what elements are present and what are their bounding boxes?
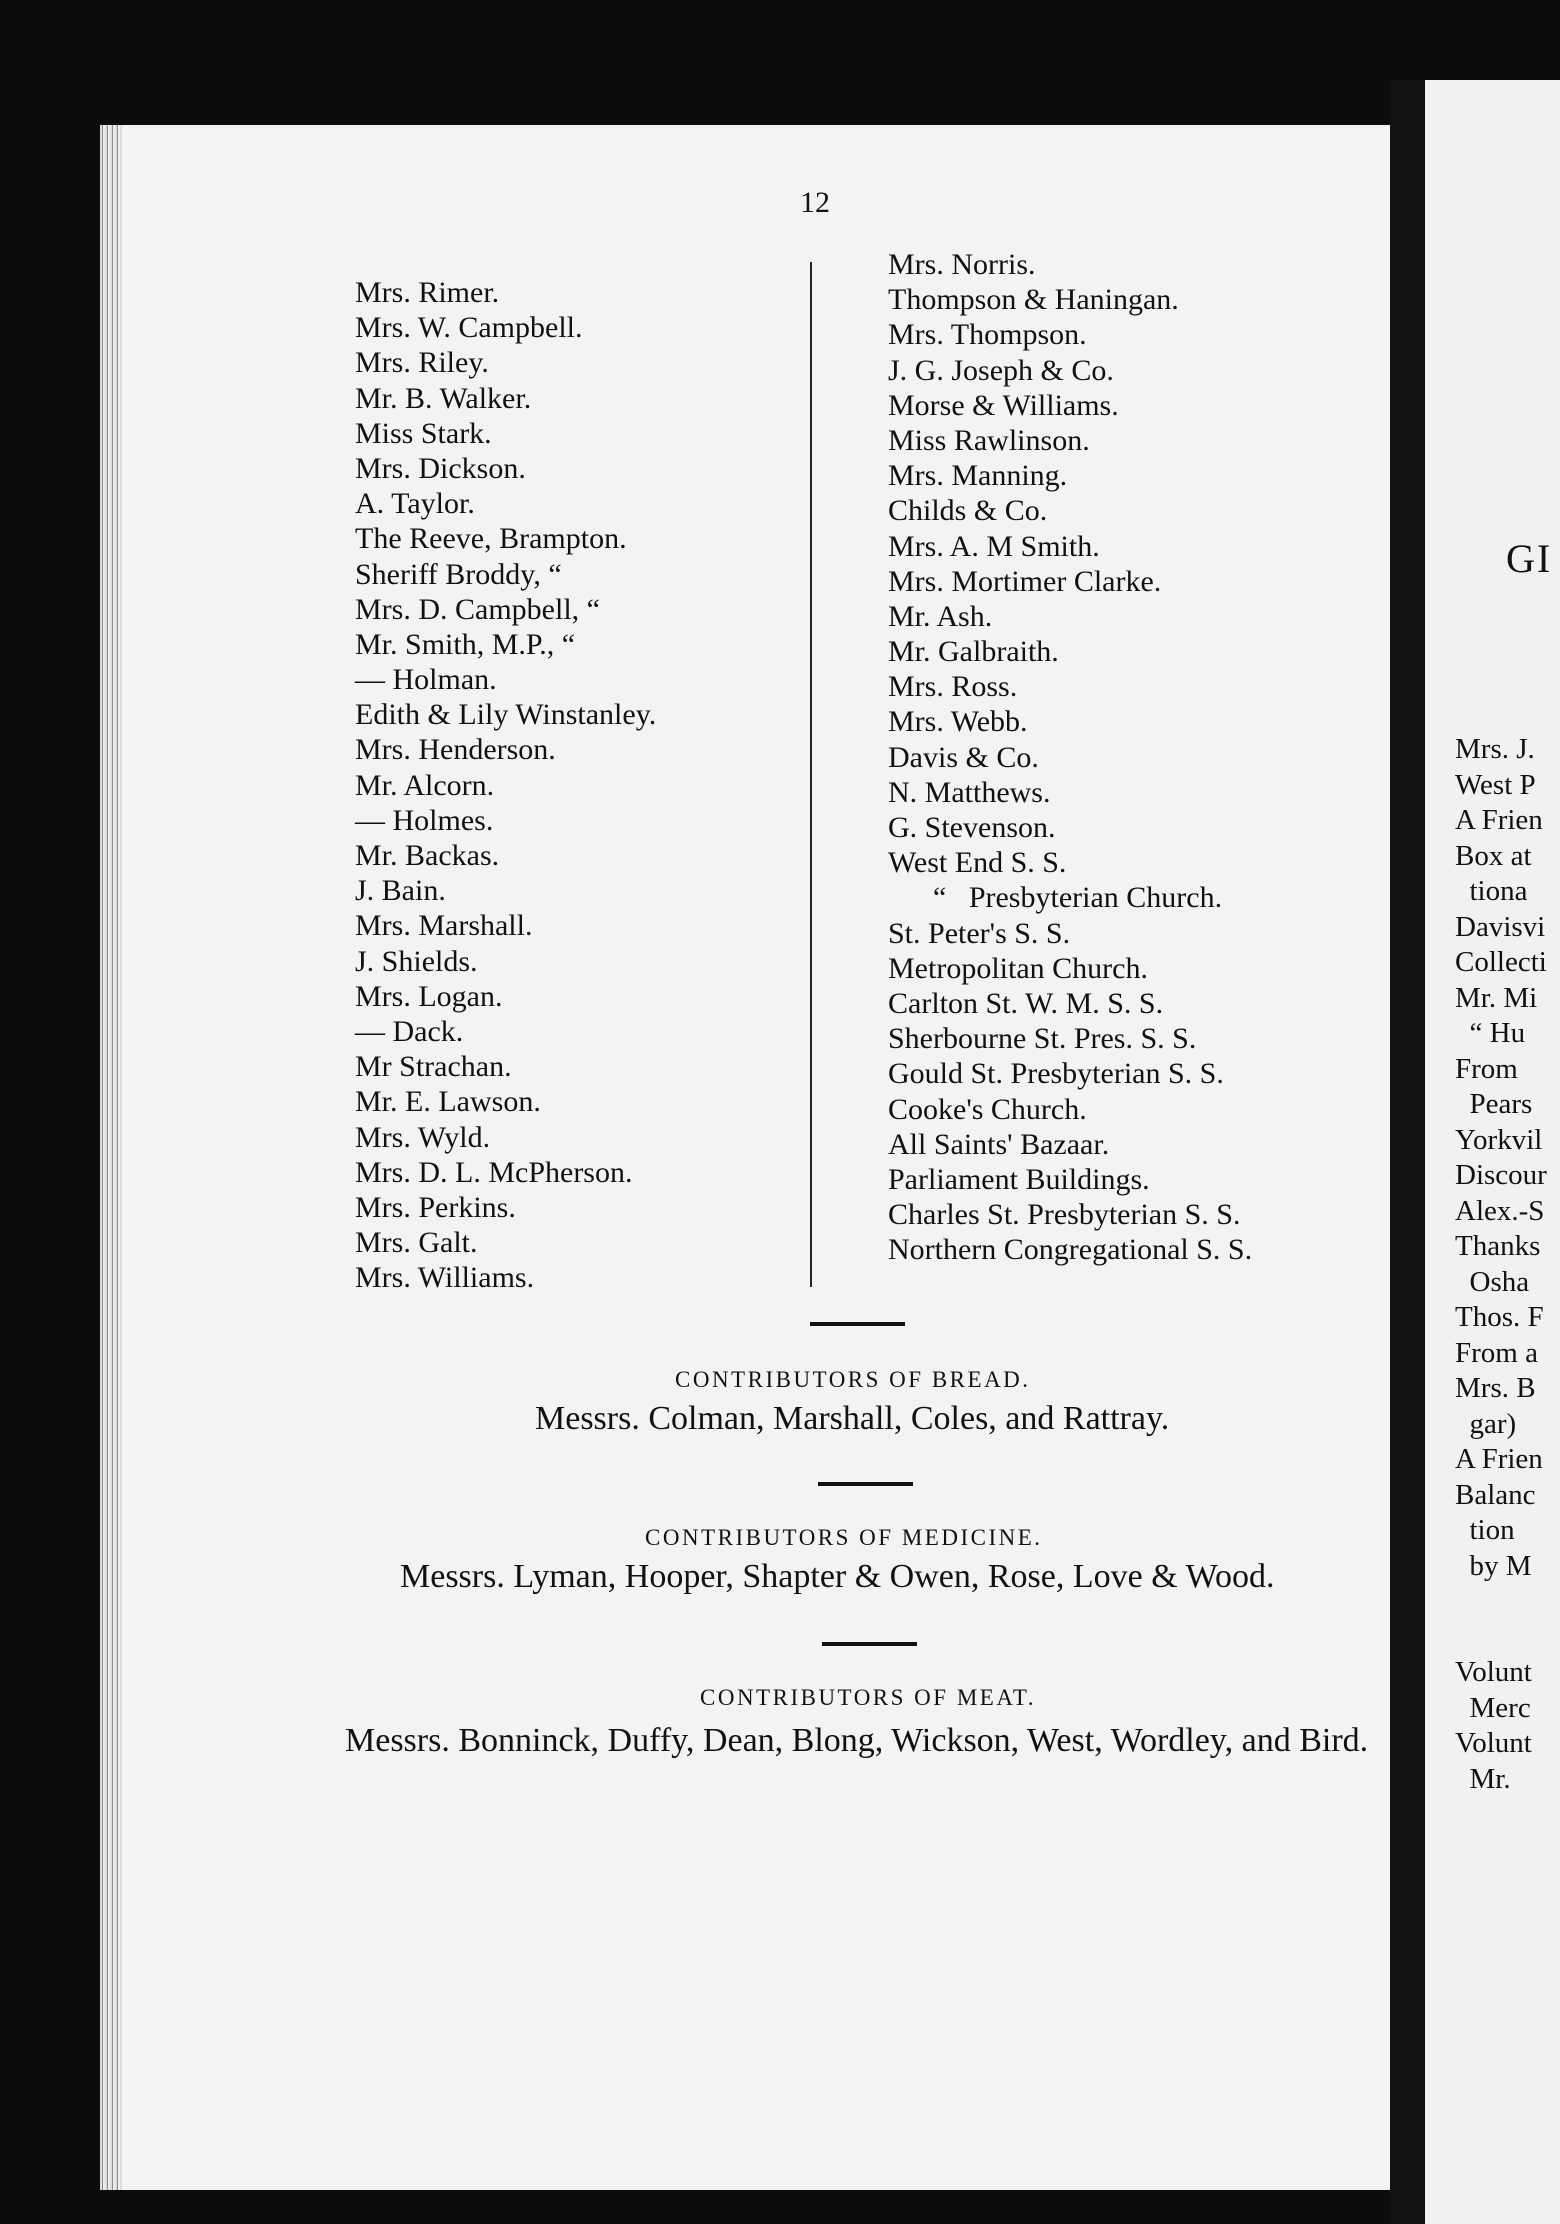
- contributor-entry: Mrs. Rimer.: [355, 276, 500, 309]
- facing-page-line: From: [1455, 1052, 1518, 1085]
- left-name-column: [355, 275, 656, 1295]
- contributor-entry: Mr. B. Walker.: [355, 381, 532, 415]
- contributor-entry: Mr. E. Lawson.: [355, 1085, 541, 1119]
- facing-page-line: Volunt: [1455, 1656, 1532, 1688]
- contributor-entry: Davis & Co.: [888, 740, 1039, 774]
- contributor-entry: Thompson & Haningan.: [888, 283, 1179, 317]
- facing-page-line: A Frien: [1455, 1443, 1543, 1475]
- facing-page-line: West P: [1455, 768, 1536, 801]
- contributor-entry: Mr. Ash.: [888, 599, 993, 633]
- contributor-entry: Parliament Buildings.: [888, 1162, 1150, 1196]
- contributor-entry: Mrs. A. M Smith.: [888, 529, 1100, 563]
- section-heading-medicine: CONTRIBUTORS OF MEDICINE.: [645, 1525, 1043, 1550]
- facing-page-line: “ Hu: [1455, 1017, 1526, 1049]
- contributor-entry: West End S. S.: [888, 846, 1067, 880]
- contributor-entry: Mrs. Henderson.: [355, 733, 556, 767]
- section-rule: [818, 1482, 913, 1486]
- facing-page-line: Pears: [1455, 1088, 1533, 1120]
- contributor-entry: Mrs. Mortimer Clarke.: [888, 564, 1162, 598]
- contributor-entry: Carlton St. W. M. S. S.: [888, 986, 1164, 1020]
- facing-page-line: Davisvi: [1455, 910, 1546, 943]
- middle-name-column: [888, 247, 1252, 1267]
- facing-page-line: Thanks: [1455, 1230, 1541, 1262]
- facing-page-line: Box at: [1455, 839, 1532, 872]
- contributor-entry: Gould St. Presbyterian S. S.: [888, 1057, 1224, 1091]
- contributor-entry: A. Taylor.: [355, 487, 475, 521]
- contributor-entry: Mr. Backas.: [355, 839, 500, 872]
- section-names-bread: Messrs. Colman, Marshall, Coles, and Rattray.: [535, 1400, 1170, 1437]
- contributor-entry: Mrs. Dickson.: [355, 451, 526, 485]
- contributor-entry: Mr. Smith, M.P., “: [355, 627, 576, 661]
- contributor-entry: Miss Stark.: [355, 416, 492, 450]
- facing-page-line: Balanc: [1455, 1478, 1536, 1511]
- contributor-entry: Charles St. Presbyterian S. S.: [888, 1198, 1241, 1232]
- contributor-entry: The Reeve, Brampton.: [355, 522, 627, 556]
- contributor-entry: Northern Congregational S. S.: [888, 1233, 1253, 1267]
- contributor-entry: Mrs. Thompson.: [888, 318, 1087, 352]
- contributor-entry: Morse & Williams.: [888, 388, 1119, 422]
- section-heading-meat: CONTRIBUTORS OF MEAT.: [700, 1685, 1036, 1710]
- contributor-entry: Mrs. Ross.: [888, 670, 1018, 704]
- contributor-entry: J. Shields.: [355, 944, 478, 978]
- contributor-entry: Childs & Co.: [888, 494, 1048, 528]
- contributor-entry: Mr. Galbraith.: [888, 635, 1059, 669]
- contributor-entry: Edith & Lily Winstanley.: [355, 698, 657, 732]
- facing-page-line: Discour: [1455, 1159, 1547, 1191]
- facing-page-line: Osha: [1455, 1265, 1530, 1298]
- facing-page-line: Mr.: [1455, 1762, 1511, 1795]
- contributor-entry: Cooke's Church.: [888, 1092, 1087, 1126]
- facing-page-line: tion: [1455, 1514, 1515, 1546]
- section-rule: [810, 1322, 905, 1326]
- section-names-medicine: Messrs. Lyman, Hooper, Shapter & Owen, Rose, Love & Wood.: [400, 1558, 1275, 1595]
- contributor-entry: Mrs. Logan.: [355, 979, 503, 1013]
- contributor-entry: Mrs. Williams.: [355, 1261, 535, 1295]
- section-heading-bread: CONTRIBUTORS OF BREAD.: [675, 1367, 1031, 1392]
- contributor-entry: Mr Strachan.: [355, 1050, 512, 1084]
- facing-page-line: by M: [1455, 1549, 1532, 1582]
- contributor-entry: Mrs. Marshall.: [355, 909, 533, 943]
- facing-page-line: Mrs. B: [1455, 1372, 1536, 1404]
- page-number: 12: [800, 186, 830, 219]
- contributor-entry: Mrs. Manning.: [888, 459, 1068, 493]
- facing-page-column: [1455, 732, 1547, 1797]
- page-edge: [100, 125, 122, 2190]
- contributor-entry: Mrs. D. Campbell, “: [355, 592, 600, 626]
- facing-page-line: Alex.-S: [1455, 1194, 1545, 1227]
- contributor-entry: Sheriff Broddy, “: [355, 557, 562, 591]
- contributor-entry: J. G. Joseph & Co.: [888, 353, 1114, 387]
- facing-page-line: Merc: [1455, 1691, 1531, 1724]
- facing-page-line: A Frien: [1455, 804, 1543, 836]
- contributor-entry: Mrs. Galt.: [355, 1226, 478, 1260]
- contributor-entry: Mrs. Norris.: [888, 248, 1036, 281]
- section-rule: [822, 1642, 917, 1646]
- facing-page-heading: GI: [1506, 536, 1553, 581]
- contributor-entry: Metropolitan Church.: [888, 951, 1148, 985]
- contributor-entry: G. Stevenson.: [888, 811, 1056, 844]
- facing-page-line: Mr. Mi: [1455, 981, 1538, 1014]
- book-gutter: [1390, 80, 1425, 2224]
- contributor-entry: St. Peter's S. S.: [888, 916, 1071, 950]
- contributor-entry: All Saints' Bazaar.: [888, 1127, 1110, 1161]
- contributor-entry: Mrs. Perkins.: [355, 1190, 516, 1224]
- contributor-entry: “ Presbyterian Church.: [888, 881, 1223, 915]
- facing-page-line: Thos. F: [1455, 1301, 1544, 1333]
- facing-page-line: [1455, 1584, 1547, 1620]
- contributor-entry: J. Bain.: [355, 874, 446, 908]
- contributor-entry: Mr. Alcorn.: [355, 768, 495, 802]
- contributor-entry: Mrs. W. Campbell.: [355, 311, 583, 345]
- facing-page-line: From a: [1455, 1336, 1538, 1369]
- contributor-entry: Mrs. Webb.: [888, 705, 1028, 739]
- contributor-entry: — Dack.: [355, 1014, 464, 1048]
- contributor-entry: Miss Rawlinson.: [888, 423, 1090, 457]
- facing-page-line: Collecti: [1455, 946, 1547, 978]
- facing-page-line: Yorkvil: [1455, 1123, 1543, 1156]
- contributor-entry: — Holmes.: [355, 803, 494, 837]
- column-divider: [810, 262, 812, 1287]
- contributor-entry: Sherbourne St. Pres. S. S.: [888, 1022, 1197, 1056]
- contributor-entry: Mrs. Riley.: [355, 346, 489, 380]
- section-names-meat: Messrs. Bonninck, Duffy, Dean, Blong, Wickson, West, Wordley, and Bird.: [345, 1722, 1369, 1759]
- facing-page-line: tiona: [1455, 875, 1528, 907]
- contributor-entry: N. Matthews.: [888, 775, 1051, 809]
- contributor-entry: Mrs. D. L. McPherson.: [355, 1155, 633, 1189]
- contributor-entry: — Holman.: [355, 663, 497, 697]
- facing-page-line: Volunt: [1455, 1727, 1532, 1759]
- facing-page-line: [1455, 1620, 1547, 1656]
- facing-page-line: gar): [1455, 1407, 1517, 1440]
- facing-page-line: Mrs. J.: [1455, 733, 1535, 765]
- contributor-entry: Mrs. Wyld.: [355, 1120, 491, 1154]
